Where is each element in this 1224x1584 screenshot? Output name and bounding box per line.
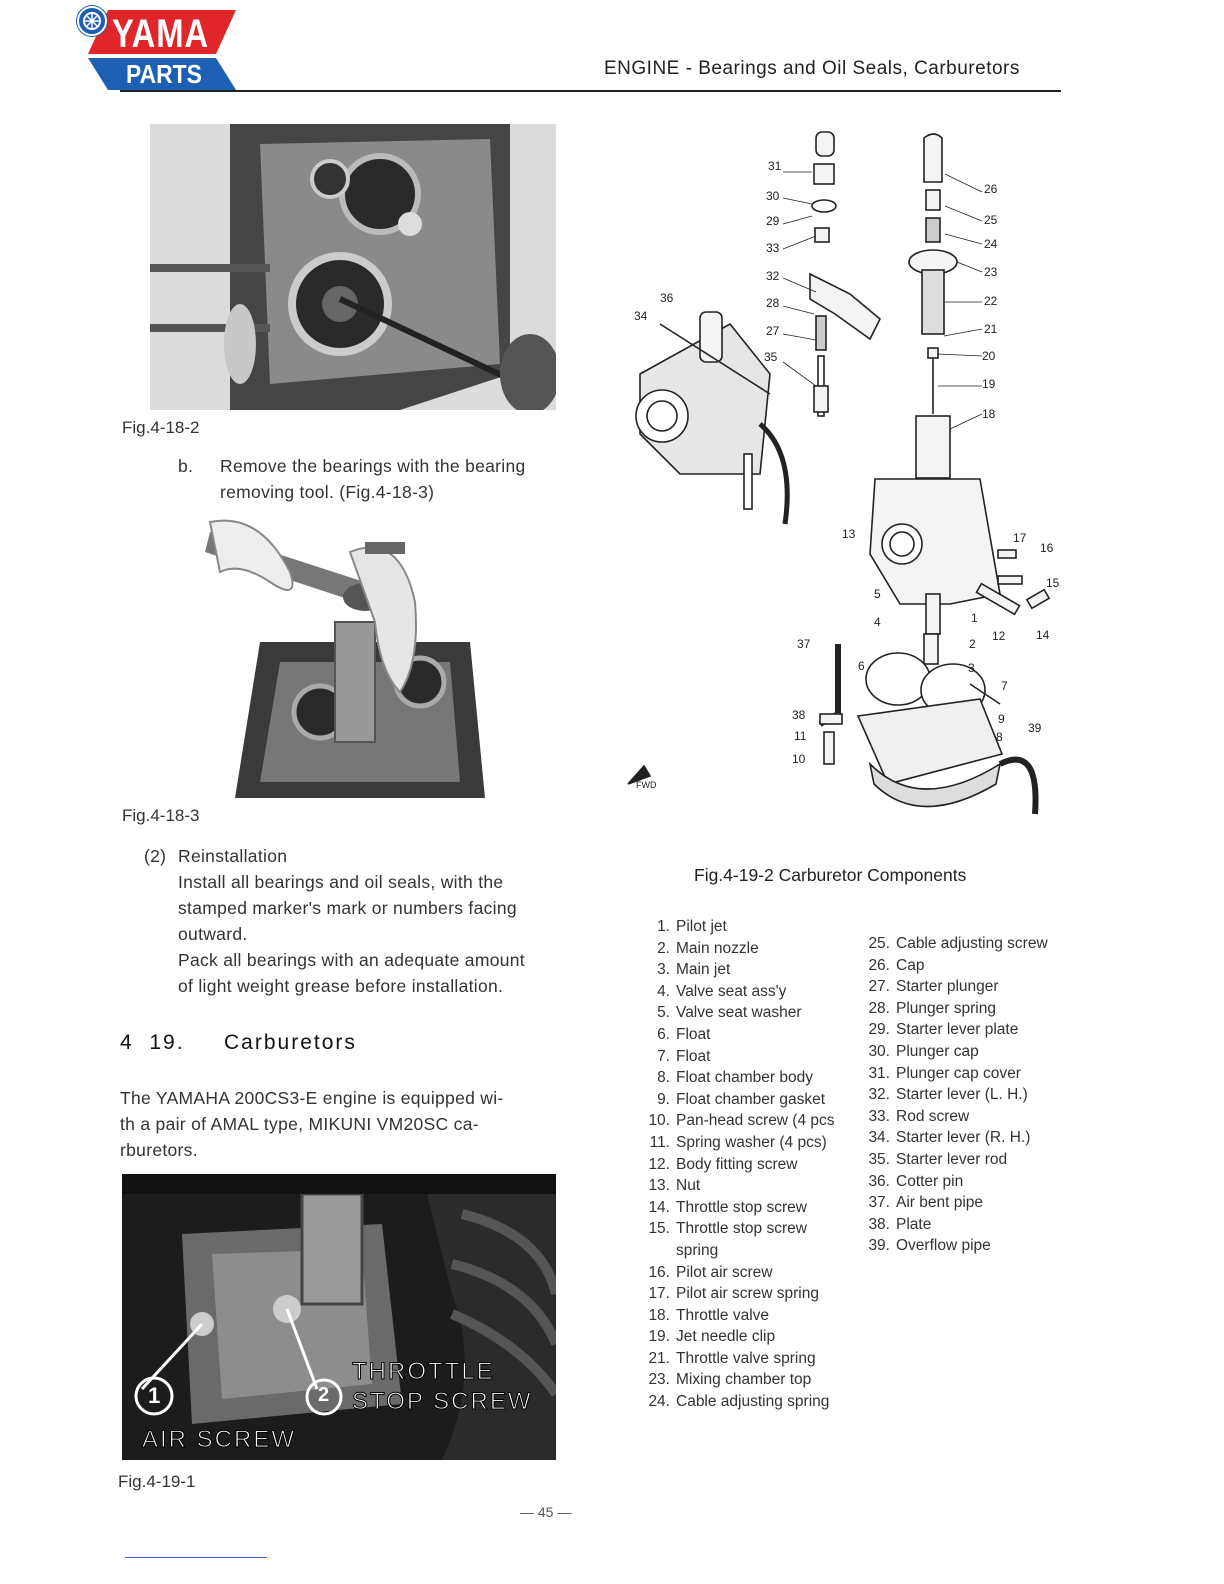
figure-caption: Fig.4-19-1 xyxy=(118,1472,196,1491)
diagram-label: 7 xyxy=(1001,679,1008,693)
diagram-label: 29 xyxy=(766,214,780,228)
diagram-label: 17 xyxy=(1013,531,1027,545)
diagram-label: 6 xyxy=(858,659,865,673)
parts-list-item: 19. Jet needle clip xyxy=(648,1328,776,1346)
parts-list-item: 25. Cable adjusting screw xyxy=(868,935,1048,952)
diagram-label: 2 xyxy=(969,637,976,651)
parts-list-item: 38. Plate xyxy=(868,1215,932,1233)
diagram-label: 11 xyxy=(794,729,807,743)
diagram-label: 1 xyxy=(971,611,978,625)
diagram-label: 20 xyxy=(982,349,996,363)
reinstall-text: stamped marker's mark or numbers facing xyxy=(178,898,517,918)
parts-list-item: 33. Rod screw xyxy=(868,1107,970,1125)
parts-list-item: 6. Float xyxy=(657,1025,711,1043)
parts-list-item: 37. Air bent pipe xyxy=(868,1194,984,1212)
parts-list-item: 23. Mixing chamber top xyxy=(648,1371,812,1389)
parts-list-item: 28. Plunger spring xyxy=(868,999,996,1017)
logo-text-parts: PARTS xyxy=(126,59,202,89)
parts-list-item: 21. Throttle valve spring xyxy=(648,1349,816,1367)
parts-list-item: 12. Body fitting screw xyxy=(648,1155,798,1173)
diagram-label: 5 xyxy=(874,587,881,601)
diagram-label: 23 xyxy=(984,265,998,279)
diagram-label: 30 xyxy=(766,189,780,203)
reinstall-label: (2) xyxy=(144,846,167,866)
parts-list-item: 14. Throttle stop screw xyxy=(648,1198,807,1216)
intro-text: rburetors. xyxy=(120,1140,198,1160)
diagram-label: 32 xyxy=(766,269,780,283)
parts-list-item: 17. Pilot air screw spring xyxy=(648,1285,819,1303)
diagram-label: 27 xyxy=(766,324,780,338)
diagram-label: 33 xyxy=(766,241,780,255)
diagram-label: 34 xyxy=(634,309,648,323)
parts-list-item: 4. Valve seat ass'y xyxy=(657,982,787,1000)
page-number: — 45 — xyxy=(520,1504,572,1520)
diagram-label: 22 xyxy=(984,294,998,308)
yamaha-emblem-icon xyxy=(77,6,107,36)
reinstall-title: Reinstallation xyxy=(178,846,288,866)
parts-list-col1 xyxy=(636,916,835,1413)
parts-list-item: 18. Throttle valve xyxy=(648,1306,770,1324)
header-rule xyxy=(120,90,1061,92)
parts-list-item: 29. Starter lever plate xyxy=(868,1021,1019,1039)
figure-caption: Fig.4-18-3 xyxy=(122,806,200,825)
step-b-line: Remove the bearings with the bearing xyxy=(220,456,526,476)
reinstall-text: outward. xyxy=(178,924,248,944)
parts-list-item: 36. Cotter pin xyxy=(868,1172,964,1190)
reinstall-text: of light weight grease before installation. xyxy=(178,976,504,996)
diagram-label: 4 xyxy=(874,615,881,629)
diagram-label: 35 xyxy=(764,350,778,364)
footer-link-line xyxy=(125,1557,267,1558)
crankcase-photo xyxy=(150,124,556,410)
diagram-label: 15 xyxy=(1046,576,1060,590)
bearing-removal-photo xyxy=(150,512,490,798)
parts-list-item: 24. Cable adjusting spring xyxy=(648,1393,830,1411)
parts-list-item: 31. Plunger cap cover xyxy=(868,1064,1021,1082)
diagram-label: 13 xyxy=(842,527,856,541)
diagram-label: 26 xyxy=(984,182,998,196)
parts-list-item: 1. Pilot jet xyxy=(657,918,727,935)
diagram-label: 16 xyxy=(1040,541,1054,555)
parts-list-item: 11. Spring washer (4 pcs) xyxy=(649,1133,827,1151)
intro-text: th a pair of AMAL type, MIKUNI VM20SC ca- xyxy=(120,1114,479,1134)
step-b-line: removing tool. (Fig.4-18-3) xyxy=(220,482,435,502)
diagram-label: 21 xyxy=(984,322,998,336)
step-b-label: b. xyxy=(178,456,194,476)
parts-list-item: 32. Starter lever (L. H.) xyxy=(868,1086,1028,1104)
diagram-label: 39 xyxy=(1028,721,1042,735)
parts-list-item: 2. Main nozzle xyxy=(657,939,759,957)
callout-stop-screw: STOP SCREW xyxy=(352,1388,533,1415)
fwd-arrow-label: FWD xyxy=(636,780,657,790)
callout-number-2: 2 xyxy=(318,1384,330,1406)
parts-list-item: 34. Starter lever (R. H.) xyxy=(868,1129,1031,1147)
parts-list-item: 7. Float xyxy=(657,1047,711,1065)
diagram-caption: Fig.4-19-2 Carburetor Components xyxy=(694,865,967,885)
parts-list-item: 26. Cap xyxy=(868,956,925,974)
parts-list-item: 10. Pan-head screw (4 pcs xyxy=(648,1112,835,1130)
parts-list-item: 3. Main jet xyxy=(657,961,731,979)
parts-list-item: 27. Starter plunger xyxy=(868,978,999,996)
diagram-label: 37 xyxy=(797,637,811,651)
parts-list-item: 16. Pilot air screw xyxy=(648,1263,773,1281)
diagram-label: 8 xyxy=(996,730,1003,744)
diagram-label: 38 xyxy=(792,708,806,722)
parts-list-item: 39. Overflow pipe xyxy=(868,1237,991,1255)
parts-list-item: 30. Plunger cap xyxy=(868,1042,979,1060)
diagram-label: 31 xyxy=(768,159,782,173)
diagram-label: 18 xyxy=(982,407,996,421)
diagram-label: 9 xyxy=(998,712,1005,726)
diagram-label: 12 xyxy=(992,629,1006,643)
figure-caption: Fig.4-18-2 xyxy=(122,418,200,437)
parts-list-item: 5. Valve seat washer xyxy=(657,1004,802,1022)
callout-number-1: 1 xyxy=(148,1383,161,1408)
carburetor-exploded-diagram xyxy=(620,124,1070,824)
logo-text-yama: YAMA xyxy=(112,12,209,56)
diagram-label: 25 xyxy=(984,213,998,227)
section-number: 4 19. xyxy=(120,1031,185,1054)
callout-air-screw: AIR SCREW xyxy=(142,1426,297,1453)
reinstall-text: Pack all bearings with an adequate amount xyxy=(178,950,525,970)
parts-list-item: 35. Starter lever rod xyxy=(868,1150,1008,1168)
callout-throttle: THROTTLE xyxy=(352,1358,495,1385)
parts-list-item: 9. Float chamber gasket xyxy=(657,1090,826,1108)
parts-list-item: spring xyxy=(676,1241,719,1259)
reinstall-text: Install all bearings and oil seals, with the xyxy=(178,872,504,892)
carburetor-photo xyxy=(122,1174,556,1460)
page-header-title: ENGINE - Bearings and Oil Seals, Carburetors xyxy=(604,58,1020,79)
section-title: Carburetors xyxy=(224,1031,357,1054)
diagram-label: 24 xyxy=(984,237,998,251)
diagram-label: 28 xyxy=(766,296,780,310)
parts-list-item: 15. Throttle stop screw xyxy=(648,1220,807,1238)
intro-text: The YAMAHA 200CS3-E engine is equipped wi- xyxy=(120,1088,504,1108)
parts-list-col2 xyxy=(856,933,1048,1257)
parts-list-item: 8. Float chamber body xyxy=(657,1069,813,1087)
diagram-label: 14 xyxy=(1036,628,1050,642)
diagram-label: 10 xyxy=(792,752,806,766)
diagram-label: 19 xyxy=(982,377,996,391)
diagram-label: 36 xyxy=(660,291,674,305)
diagram-label: 3 xyxy=(968,661,975,675)
parts-list-item: 13. Nut xyxy=(648,1177,701,1195)
